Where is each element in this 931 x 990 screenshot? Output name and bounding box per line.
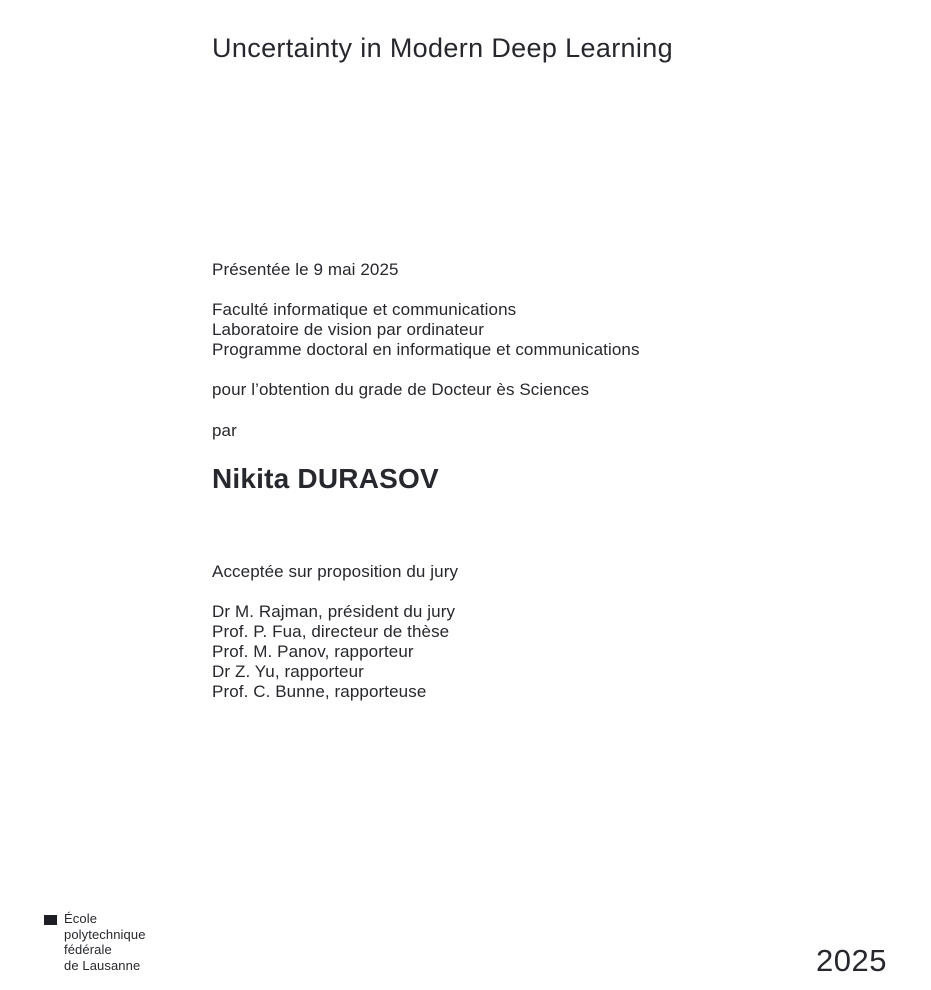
laboratory-line: Laboratoire de vision par ordinateur — [212, 320, 484, 339]
epfl-wordmark-line: de Lausanne — [64, 957, 141, 973]
author-name: Nikita DURASOV — [212, 463, 439, 494]
jury-member: Prof. P. Fua, directeur de thèse — [212, 622, 450, 641]
epfl-wordmark — [64, 911, 146, 973]
jury-list — [212, 602, 455, 702]
faculty-line: Faculté informatique et communications — [212, 300, 517, 319]
presentation-date: Présentée le 9 mai 2025 — [212, 260, 399, 279]
by-label: par — [212, 421, 237, 440]
epfl-logo-square-icon — [44, 915, 57, 925]
year-label: 2025 — [816, 943, 887, 978]
jury-member: Dr Z. Yu, rapporteur — [212, 662, 364, 681]
epfl-wordmark-line: polytechnique — [64, 926, 146, 942]
degree-statement: pour l’obtention du grade de Docteur ès Sciences — [212, 380, 590, 399]
jury-heading: Acceptée sur proposition du jury — [212, 562, 459, 581]
jury-member: Dr M. Rajman, président du jury — [212, 602, 456, 621]
epfl-wordmark-line: École — [64, 911, 98, 926]
jury-member: Prof. M. Panov, rapporteur — [212, 642, 414, 661]
jury-member: Prof. C. Bunne, rapporteuse — [212, 682, 427, 701]
epfl-logo — [44, 911, 146, 973]
thesis-title: Uncertainty in Modern Deep Learning — [212, 33, 674, 63]
affiliation-block — [212, 300, 640, 360]
epfl-wordmark-line: fédérale — [64, 942, 112, 957]
doctoral-program-line: Programme doctoral en informatique et communications — [212, 340, 640, 359]
